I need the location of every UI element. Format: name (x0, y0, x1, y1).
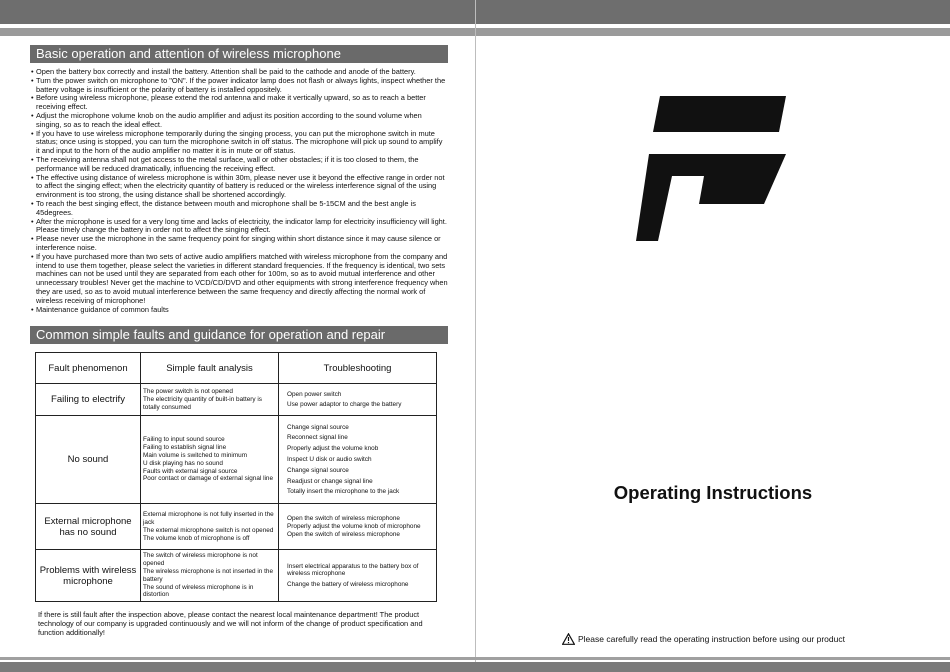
analysis-line: The external microphone switch is not opened (143, 526, 274, 534)
troubleshooting-line: Readjust or change signal line (287, 477, 373, 485)
bottom-bar (0, 662, 950, 672)
fault-analysis-cell (141, 416, 279, 504)
analysis-line: Faults with external signal source (143, 467, 238, 475)
troubleshooting-cell (279, 384, 437, 416)
analysis-line: The sound of wireless microphone is in distortion (143, 583, 254, 599)
troubleshooting-line: Open power switch (287, 390, 342, 398)
fault-phenomenon-cell: Failing to electrify (36, 384, 141, 416)
warning-triangle-icon (562, 633, 575, 645)
troubleshooting-cell (279, 550, 437, 602)
troubleshooting-line: Use power adaptor to charge the battery (287, 401, 402, 409)
list-item: • After the microphone is used for a very long time and lacks of electricity, the indicator lamp for electricity insufficiency will light. Please timely change the battery in order not to affect the singing effect. (30, 218, 448, 236)
footer-note: If there is still fault after the inspection above, please contact the nearest local maintenance department! The product technology of our company is upgraded continuously and we will not inform of the change of product specification and function additionally! (38, 610, 423, 638)
analysis-line: The electricity quantity of built-in battery is totally consumed (143, 395, 262, 411)
list-item: • If you have purchased more than two sets of active audio amplifiers matched with wireless microphone from the company and intend to use them together, please select the varieties in different standard frequencies. If the frequency is identical, two sets machines can not be used until they are separated from each other for 100m, so as to avoid mutual interference and other unnecessary troubles! Never get the machine to VCD/CD/DVD and other equipments with strong interference frequency when they are used, so as to avoid mutual interference between the same frequency and directly affecting the normal work of wireless receiving of microphone! (30, 253, 448, 306)
bottom-stripe (0, 657, 950, 660)
list-item: • Open the battery box correctly and install the battery. Attention shall be paid to the cathode and anode of the battery. (30, 68, 448, 77)
section-title-basic-operation: Basic operation and attention of wireless microphone (30, 45, 448, 63)
list-item: • To reach the best singing effect, the distance between mouth and microphone shall be 5-15CM and the best angle is 45degrees. (30, 200, 448, 218)
troubleshooting-line: Change signal source (287, 423, 349, 431)
troubleshooting-cell (279, 504, 437, 550)
troubleshooting-line: Open the switch of wireless microphone (287, 530, 400, 538)
list-item: • The effective using distance of wireless microphone is within 30m, please never use it beyond the effective range in order not to affect the singing effect; when the electricity quantity of battery is reduced or the wireless interference signal of the using environment is too strong, the using distance shall be shortened accordingly. (30, 174, 448, 200)
warning-text: Please carefully read the operating instruction before using our product (578, 634, 845, 644)
table-row (36, 416, 437, 504)
troubleshooting-line: Totally insert the microphone to the jack (287, 488, 400, 496)
list-item: • Before using wireless microphone, please extend the rod antenna and make it vertically upward, so as to reach a better receiving effect. (30, 94, 448, 112)
fault-phenomenon-cell: No sound (36, 416, 141, 504)
table-row (36, 504, 437, 550)
list-item: • Adjust the microphone volume knob on the audio amplifier and adjust its position according to the sound volume when singing, so as to reach the ideal effect. (30, 112, 448, 130)
left-page (30, 45, 448, 637)
analysis-line: Failing to establish signal line (143, 444, 227, 452)
fault-analysis-cell (141, 550, 279, 602)
troubleshooting-line: Reconnect signal line (287, 434, 348, 442)
cover-title: Operating Instructions (613, 482, 813, 503)
fault-phenomenon-cell: Problems with wireless microphone (36, 550, 141, 602)
list-item: • The receiving antenna shall not get access to the metal surface, wall or other obstacles; if it is too closed to them, the performance will be reduced dramatically, influencing the receiving effect. (30, 156, 448, 174)
troubleshooting-line: Insert electrical apparatus to the battery box of wireless microphone (287, 562, 419, 578)
analysis-line: The switch of wireless microphone is not opened (143, 552, 258, 568)
analysis-line: External microphone is not fully inserted in the jack (143, 511, 274, 527)
troubleshooting-line: Change the battery of wireless microphone (287, 581, 409, 589)
brand-logo-icon (636, 96, 786, 241)
troubleshooting-line: Change signal source (287, 466, 349, 474)
list-item: • Turn the power switch on microphone to "ON". If the power indicator lamp does not flash or always lights, inspect whether the battery voltage is insufficient or the polarity of battery is installed oppositely. (30, 77, 448, 95)
troubleshooting-line: Open the switch of wireless microphone (287, 515, 400, 523)
list-item: • Maintenance guidance of common faults (30, 306, 448, 315)
operation-bullet-list (30, 68, 448, 314)
troubleshooting-line: Properly adjust the volume knob of microphone (287, 522, 421, 530)
analysis-line: Failing to input sound source (143, 436, 225, 444)
cover-page (476, 36, 950, 646)
fault-analysis-cell (141, 504, 279, 550)
cover-warning (562, 633, 845, 645)
list-item: • Please never use the microphone in the same frequency point for singing within short distance since it may cause silence or interference noise. (30, 235, 448, 253)
fault-analysis-cell (141, 384, 279, 416)
troubleshooting-line: Inspect U disk or audio switch (287, 455, 372, 463)
header-simple-fault-analysis: Simple fault analysis (141, 353, 279, 384)
analysis-line: Poor contact or damage of external signal line (143, 475, 274, 483)
header-troubleshooting: Troubleshooting (279, 353, 437, 384)
header-fault-phenomenon: Fault phenomenon (36, 353, 141, 384)
analysis-line: U disk playing has no sound (143, 459, 223, 467)
table-row (36, 550, 437, 602)
troubleshooting-line: Properly adjust the volume knob (287, 445, 379, 453)
analysis-line: The power switch is not opened (143, 388, 233, 396)
section-title-common-faults: Common simple faults and guidance for operation and repair (30, 326, 448, 344)
table-row (36, 384, 437, 416)
list-item: • If you have to use wireless microphone temporarily during the singing process, you can put the microphone switch in mute status; once using is stopped, you can turn the microphone switch in off status. The microphone will pick up sound to amplify it and input to the horn of the audio amplifier no matter it is in mute or off status. (30, 130, 448, 156)
fault-phenomenon-cell: External microphone has no sound (36, 504, 141, 550)
analysis-line: The volume knob of microphone is off (143, 534, 250, 542)
analysis-line: Main volume is switched to minimum (143, 452, 248, 460)
faults-table (35, 352, 437, 602)
troubleshooting-cell (279, 416, 437, 504)
table-header-row (36, 353, 437, 384)
analysis-line: The wireless microphone is not inserted in the battery (143, 567, 274, 583)
